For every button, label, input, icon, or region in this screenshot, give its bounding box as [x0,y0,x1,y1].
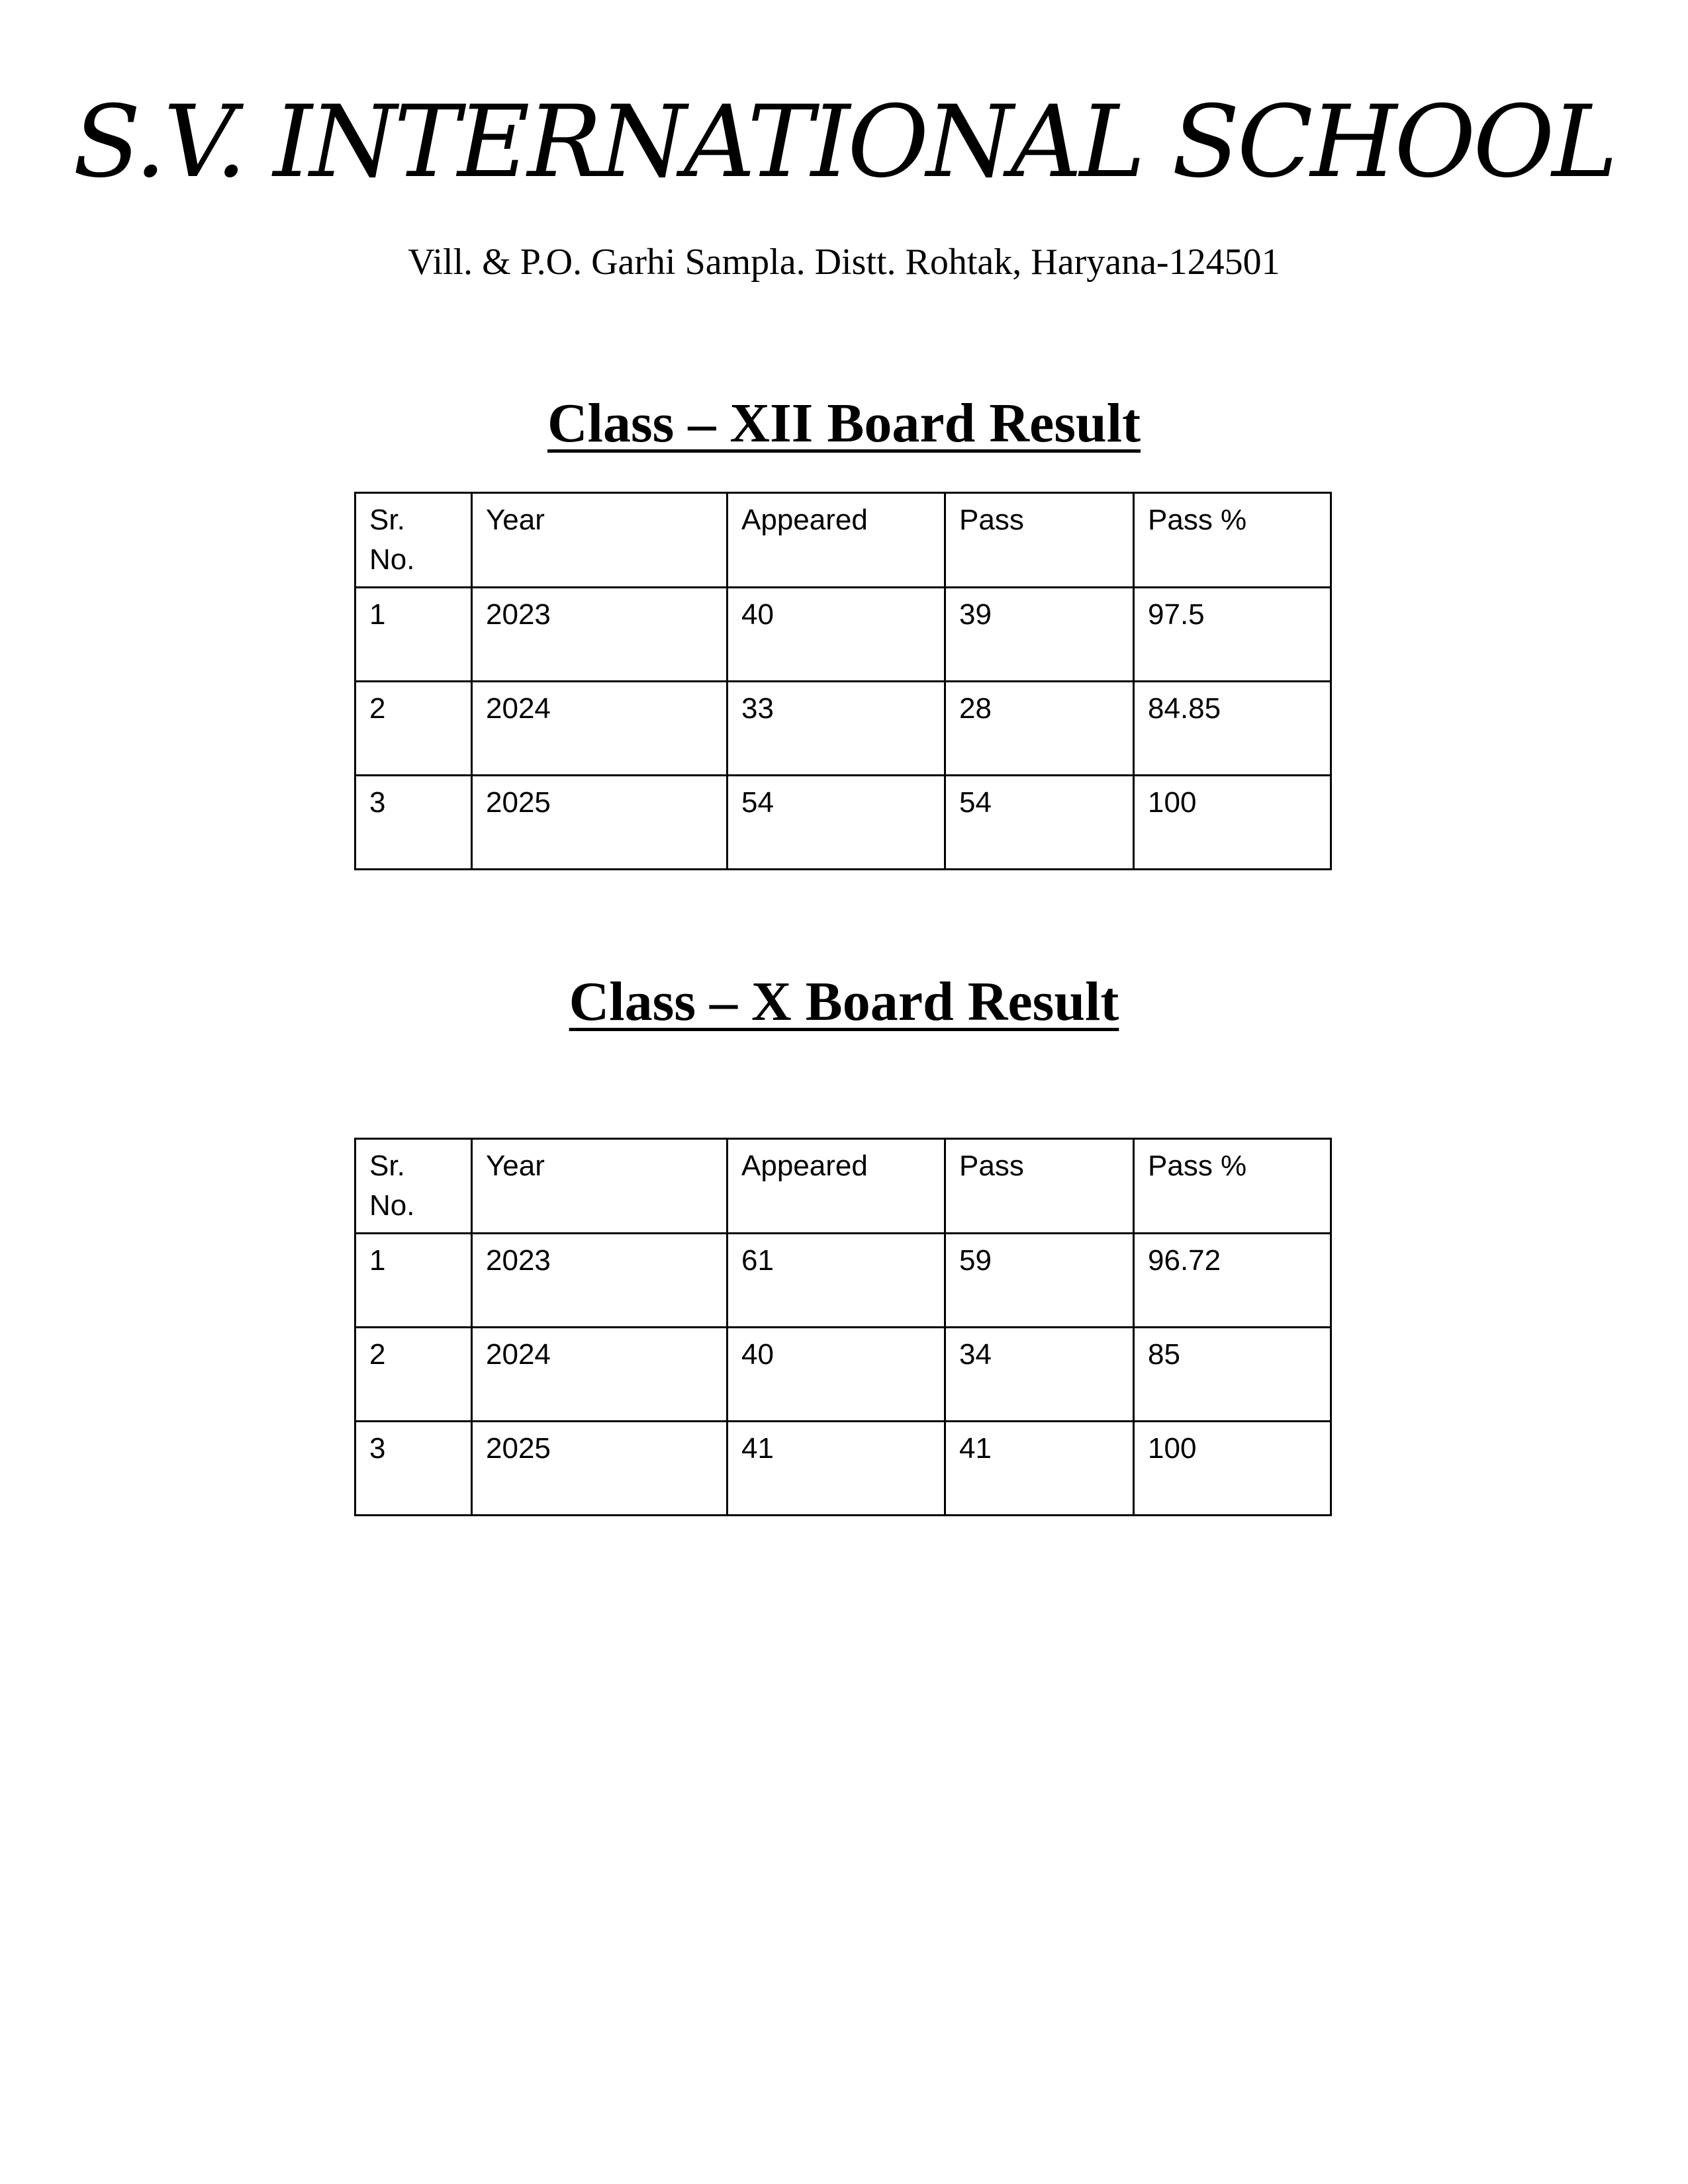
header-pass-percent: Pass % [1134,493,1331,588]
table-row [355,682,1331,776]
cell-pass: 28 [945,682,1134,776]
table-header-row [355,493,1331,588]
table-header-row [355,1139,1331,1234]
cell-sr-no: 2 [355,682,472,776]
cell-pass-percent: 85 [1134,1328,1331,1422]
cell-appeared: 61 [727,1234,945,1328]
class-x-title: Class – X Board Result [569,971,1119,1032]
cell-pass: 41 [945,1422,1134,1516]
cell-pass: 34 [945,1328,1134,1422]
cell-appeared: 54 [727,776,945,870]
table-row [355,1234,1331,1328]
cell-sr-no: 2 [355,1328,472,1422]
cell-appeared: 40 [727,588,945,682]
header-year: Year [472,1139,727,1234]
cell-year: 2023 [472,1234,727,1328]
table-row [355,1422,1331,1516]
cell-pass-percent: 100 [1134,776,1331,870]
cell-sr-no: 3 [355,776,472,870]
header-year: Year [472,493,727,588]
cell-year: 2024 [472,1328,727,1422]
cell-pass: 59 [945,1234,1134,1328]
class-xii-results-table [354,492,1332,870]
table-row [355,776,1331,870]
cell-pass-percent: 97.5 [1134,588,1331,682]
table-row [355,588,1331,682]
school-address: Vill. & P.O. Garhi Sampla. Distt. Rohtak, Haryana-124501 [408,242,1280,283]
cell-pass-percent: 96.72 [1134,1234,1331,1328]
table-row [355,1328,1331,1422]
class-xii-title: Class – XII Board Result [547,392,1141,454]
cell-sr-no: 1 [355,1234,472,1328]
cell-year: 2025 [472,1422,727,1516]
cell-pass-percent: 100 [1134,1422,1331,1516]
cell-appeared: 40 [727,1328,945,1422]
cell-pass: 39 [945,588,1134,682]
cell-appeared: 41 [727,1422,945,1516]
header-appeared: Appeared [727,1139,945,1234]
header-appeared: Appeared [727,493,945,588]
cell-year: 2024 [472,682,727,776]
header-sr-no: Sr. No. [355,1139,472,1234]
school-name: S.V. INTERNATIONAL SCHOOL [73,85,1615,200]
cell-year: 2023 [472,588,727,682]
header-pass: Pass [945,493,1134,588]
cell-sr-no: 3 [355,1422,472,1516]
cell-pass-percent: 84.85 [1134,682,1331,776]
cell-pass: 54 [945,776,1134,870]
class-x-results-table [354,1138,1332,1516]
header-pass-percent: Pass % [1134,1139,1331,1234]
header-sr-no: Sr. No. [355,493,472,588]
cell-appeared: 33 [727,682,945,776]
header-pass: Pass [945,1139,1134,1234]
cell-year: 2025 [472,776,727,870]
cell-sr-no: 1 [355,588,472,682]
